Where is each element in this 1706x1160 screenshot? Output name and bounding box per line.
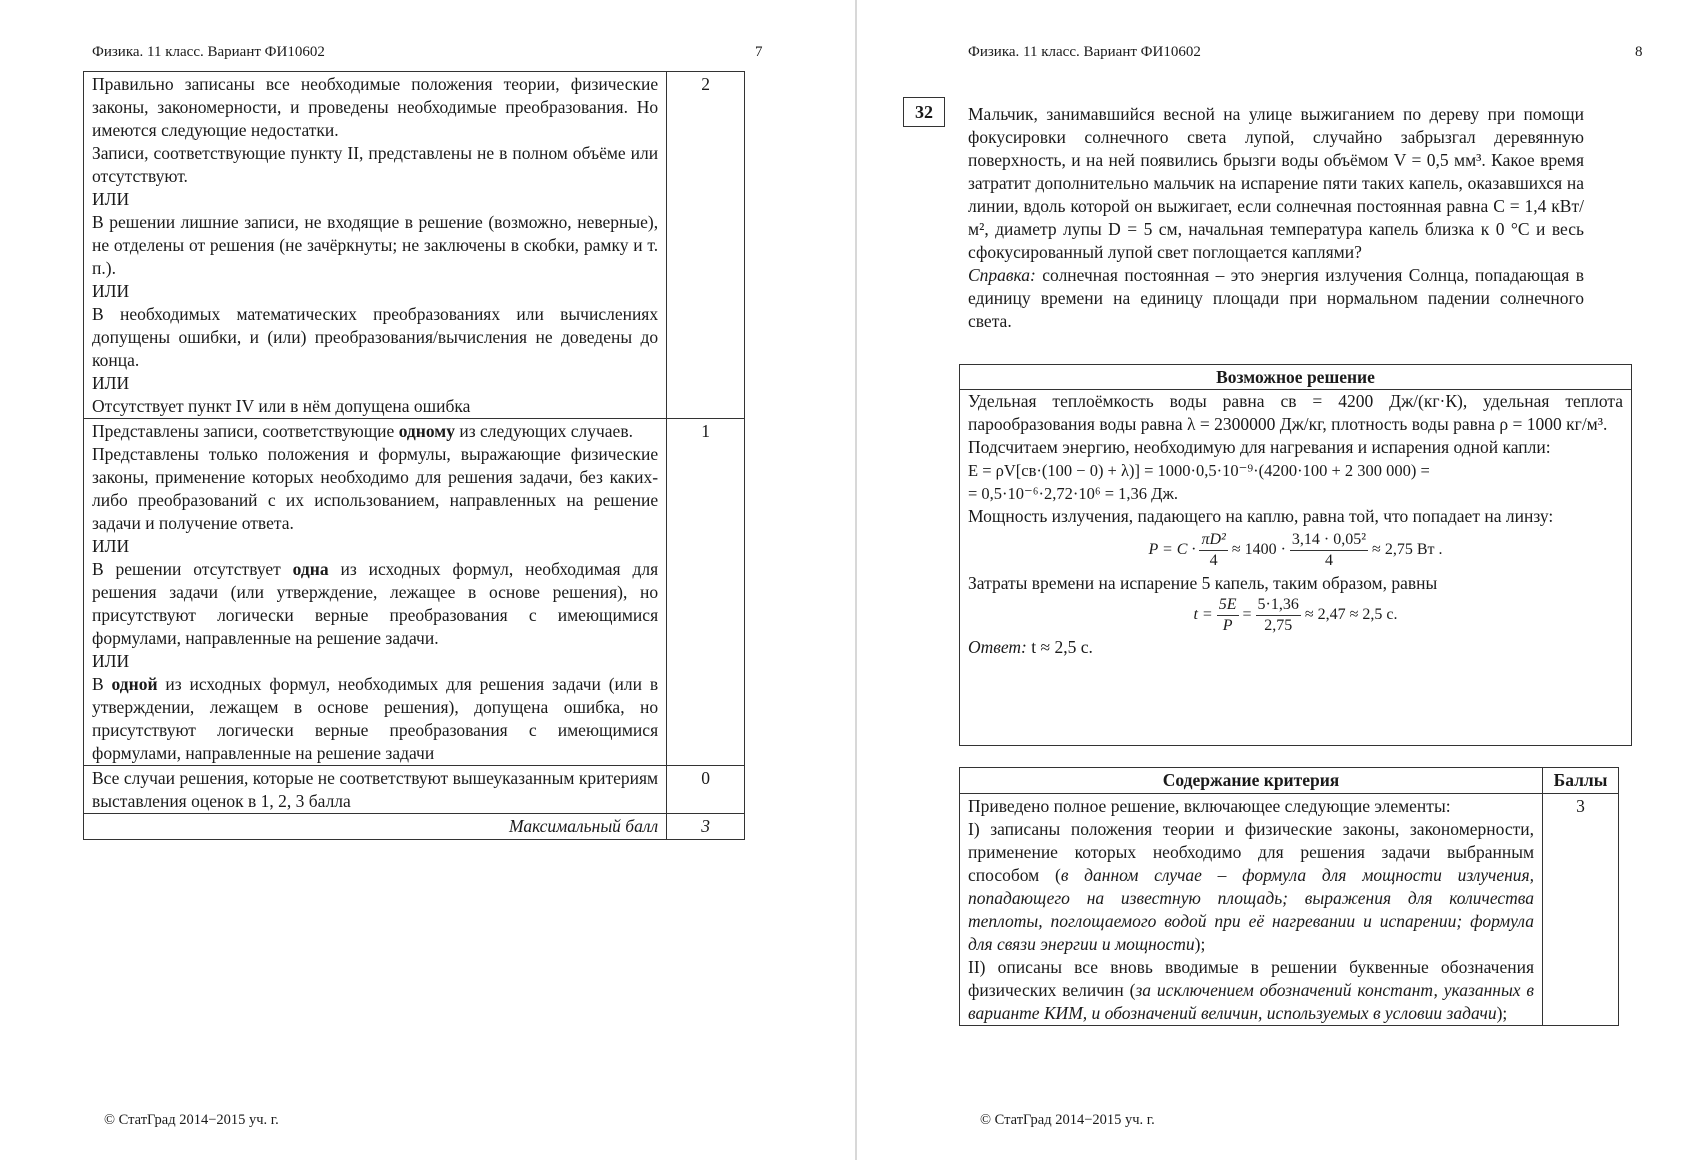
fraction: $\frac{5E}{P}$ bbox=[1218, 596, 1237, 634]
page-header: Физика. 11 класс. Вариант ФИ10602 bbox=[92, 44, 325, 60]
task-statement bbox=[968, 103, 1584, 333]
equation-time: t = $\frac{5E}{P}$ = $\frac{5\cdot 1,36}{2,75}$ ≈ 2,47 ≈ 2,5 с. bbox=[1193, 596, 1398, 634]
equation-energy: E = ρV[cв·(100 − 0) + λ)] = 1000·0,5·10⁻⁹·(4200·100 + 2 300 000) = bbox=[968, 461, 1430, 480]
criterion-0-points: 0 bbox=[667, 766, 745, 814]
paragraph: Приведено полное решение, включающее следующие элементы: bbox=[968, 796, 1451, 816]
fraction: $\frac{5\cdot 1,36}{2,75}$ bbox=[1257, 596, 1299, 634]
criteria-table-continued bbox=[83, 71, 745, 840]
criteria-table bbox=[959, 767, 1619, 1026]
solution-box bbox=[959, 364, 1632, 746]
criterion-2-points: 2 bbox=[667, 72, 745, 419]
page-header: Физика. 11 класс. Вариант ФИ10602 bbox=[968, 44, 1201, 60]
criterion-1-points: 1 bbox=[667, 419, 745, 766]
task-note: Справка: солнечная постоянная – это энергия излучения Солнца, попадающая в единицу времени на единицу площади при нормальном падении солнечного света. bbox=[968, 265, 1584, 331]
or-label: ИЛИ bbox=[92, 281, 130, 301]
right-page bbox=[857, 0, 1706, 1160]
equation-power: P = C · $\frac{\text{πD²}}{4}$ ≈ 1400 · $\frac{\text{3,14 · 0,05²}}{4}$ ≈ 2,75 Вт . bbox=[1148, 530, 1443, 569]
table-row bbox=[960, 794, 1619, 1026]
table-row bbox=[84, 766, 745, 814]
page-footer: © СтатГрад 2014−2015 уч. г. bbox=[104, 1112, 279, 1128]
or-label: ИЛИ bbox=[92, 373, 130, 393]
paragraph: Записи, соответствующие пункту II, представлены не в полном объёме или отсутствуют. bbox=[92, 143, 659, 186]
paragraph: Правильно записаны все необходимые положения теории, физические законы, закономерности, и проведены необходимые преобразования. Но имеются следующие недостатки. bbox=[92, 74, 659, 140]
max-score-label: Максимальный балл bbox=[84, 814, 667, 840]
paragraph: В решении лишние записи, не входящие в решение (возможно, неверные), не отделены от решения (не зачёркнуты; не заключены в скобки, рамку и т. п.). bbox=[92, 212, 659, 278]
answer: Ответ: t ≈ 2,5 с. bbox=[968, 637, 1093, 657]
task-number-box: 32 bbox=[903, 97, 945, 127]
fraction: $\frac{\text{πD²}}{4}$ bbox=[1201, 530, 1226, 569]
criterion-3-text bbox=[960, 794, 1543, 1026]
table-header-row bbox=[960, 768, 1619, 794]
criterion-2-text bbox=[84, 72, 667, 419]
paragraph: Отсутствует пункт IV или в нём допущена ошибка bbox=[92, 396, 471, 416]
page-footer: © СтатГрад 2014−2015 уч. г. bbox=[980, 1112, 1155, 1128]
criterion-1-text bbox=[84, 419, 667, 766]
paragraph: Представлены только положения и формулы, выражающие физические законы, применение которых необходимо для решения задачи, без каких-либо преобразований с их использованием, направленных на решение задачи и получение ответа. bbox=[92, 444, 659, 533]
solution-line: Подсчитаем энергию, необходимую для нагревания и испарения одной капли: bbox=[968, 437, 1551, 457]
solution-line: Затраты времени на испарение 5 капель, таким образом, равны bbox=[968, 573, 1438, 593]
paragraph: В решении отсутствует одна из исходных формул, необходимая для решения задачи (или утверждение, лежащее в основе решения), но присутствуют логически верные преобразования с имеющимися формулами, направленные на решение задачи. bbox=[92, 559, 659, 648]
or-label: ИЛИ bbox=[92, 651, 130, 671]
max-score-value: 3 bbox=[667, 814, 745, 840]
paragraph: В необходимых математических преобразованиях или вычислениях допущены ошибки, и (или) преобразования/вычисления не доведены до конца. bbox=[92, 304, 659, 370]
paragraph: Представлены записи, соответствующие одному из следующих случаев. bbox=[92, 421, 633, 441]
paragraph: II) описаны все вновь вводимые в решении буквенные обозначения физических величин (за исключением обозначений констант, указанных в варианте КИМ, и обозначений величин, используемых в условии задачи); bbox=[968, 957, 1535, 1023]
table-row bbox=[84, 419, 745, 766]
column-header: Содержание критерия bbox=[960, 768, 1543, 794]
table-row bbox=[84, 72, 745, 419]
solution-body bbox=[960, 390, 1631, 659]
or-label: ИЛИ bbox=[92, 536, 130, 556]
equation-energy-result: = 0,5·10⁻⁶·2,72·10⁶ = 1,36 Дж. bbox=[968, 484, 1178, 503]
column-header: Баллы bbox=[1543, 768, 1619, 794]
page-number: 8 bbox=[1635, 44, 1643, 60]
solution-title: Возможное решение bbox=[960, 365, 1631, 390]
task-text: Мальчик, занимавшийся весной на улице выжиганием по дереву при помощи фокусировки солнечного света лупой, случайно забрызгал деревянную поверхность, и на ней появились брызги воды объёмом V = 0,5 мм³. Какое время затратит дополнительно мальчик на испарение пяти таких капель, оказавшихся на линии, вдоль которой он выжигает, если солнечная постоянная равна C = 1,4 кВт/м², диаметр лупы D = 5 см, начальная температура капель близка к 0 °С и весь сфокусированный лупой свет поглощается каплями? bbox=[968, 104, 1584, 262]
criterion-0-text: Все случаи решения, которые не соответствуют вышеуказанным критериям выставления оценок в 1, 2, 3 балла bbox=[84, 766, 667, 814]
page-number: 7 bbox=[755, 44, 763, 60]
paragraph: I) записаны положения теории и физические законы, закономерности, применение которых необходимо для решения задачи выбранным способом (в данном случае – формула для мощности излучения, попадающего на известную площадь; выражения для количества теплоты, поглощаемого водой при её нагревании и испарении; формула для связи энергии и мощности); bbox=[968, 819, 1535, 954]
criterion-3-points: 3 bbox=[1543, 794, 1619, 1026]
solution-line: Мощность излучения, падающего на каплю, равна той, что попадает на линзу: bbox=[968, 506, 1554, 526]
or-label: ИЛИ bbox=[92, 189, 130, 209]
solution-line: Удельная теплоёмкость воды равна cв = 4200 Дж/(кг·К), удельная теплота парообразования воды равна λ = 2300000 Дж/кг, плотность воды равна ρ = 1000 кг/м³. bbox=[968, 391, 1623, 434]
table-row bbox=[84, 814, 745, 840]
fraction: $\frac{\text{3,14 · 0,05²}}{4}$ bbox=[1291, 530, 1367, 569]
paragraph: В одной из исходных формул, необходимых для решения задачи (или в утверждении, лежащем в основе решения), допущена ошибка, но присутствуют логически верные преобразования с имеющимися формулами, направленные на решение задачи bbox=[92, 674, 659, 763]
